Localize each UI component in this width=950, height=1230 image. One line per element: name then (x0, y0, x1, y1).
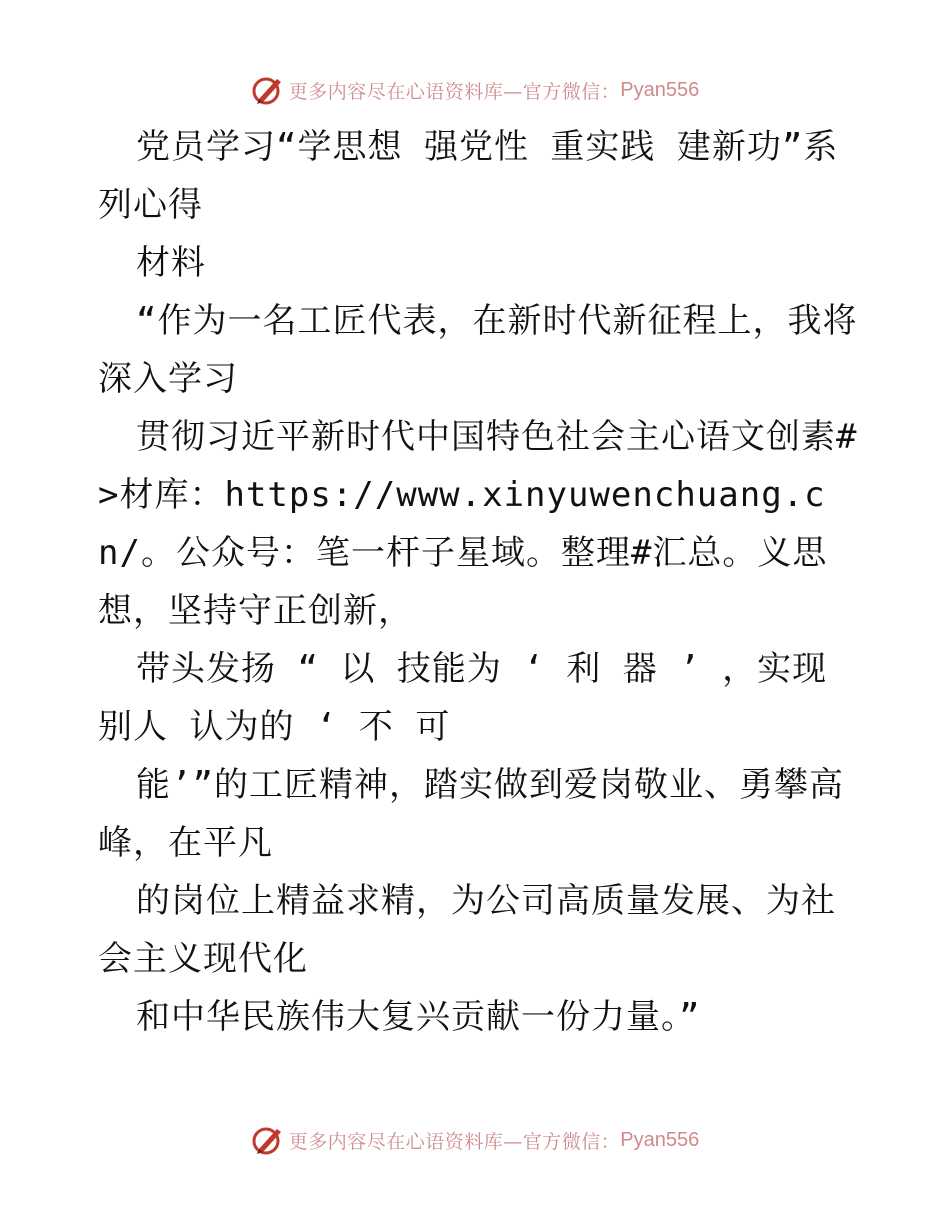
header-banner (0, 70, 950, 110)
pen-logo-icon (251, 73, 285, 107)
paragraph-skill: 带头发扬 “ 以 技能为 ‘ 利 器 ’ ，实现 别人 认为的 ‘ 不 可 (98, 649, 828, 747)
pen-logo-icon (251, 1123, 285, 1157)
paragraph-contribution: 和中华民族伟大复兴贡献一份力量。” (136, 997, 701, 1037)
paragraph-title: 党员学习“学思想 强党性 重实践 建新功”系列心得 (98, 127, 839, 225)
paragraph-thought: 贯彻习近平新时代中国特色社会主心语文创素#>材库：https://www.xinyuwenchuang.cn/。公众号：笔一杆子星域。整理#汇总。义思想，坚持守正创新， (98, 417, 858, 631)
document-body (98, 118, 858, 1046)
paragraph-material: 材料 (136, 243, 206, 283)
banner-handle: Pyan556 (620, 78, 700, 101)
footer-banner (0, 1120, 950, 1160)
paragraph-excellence: 的岗位上精益求精，为公司高质量发展、为社会主义现代化 (98, 881, 836, 979)
banner-text: 更多内容尽在心语资料库—官方微信： (288, 1130, 621, 1153)
paragraph-quote-open: “作为一名工匠代表，在新时代新征程上，我将深入学习 (98, 301, 858, 399)
banner-text: 更多内容尽在心语资料库—官方微信： (288, 80, 621, 103)
paragraph-craftsman: 能’”的工匠精神，踏实做到爱岗敬业、勇攀高峰，在平凡 (98, 765, 844, 863)
banner-handle: Pyan556 (620, 1128, 700, 1151)
